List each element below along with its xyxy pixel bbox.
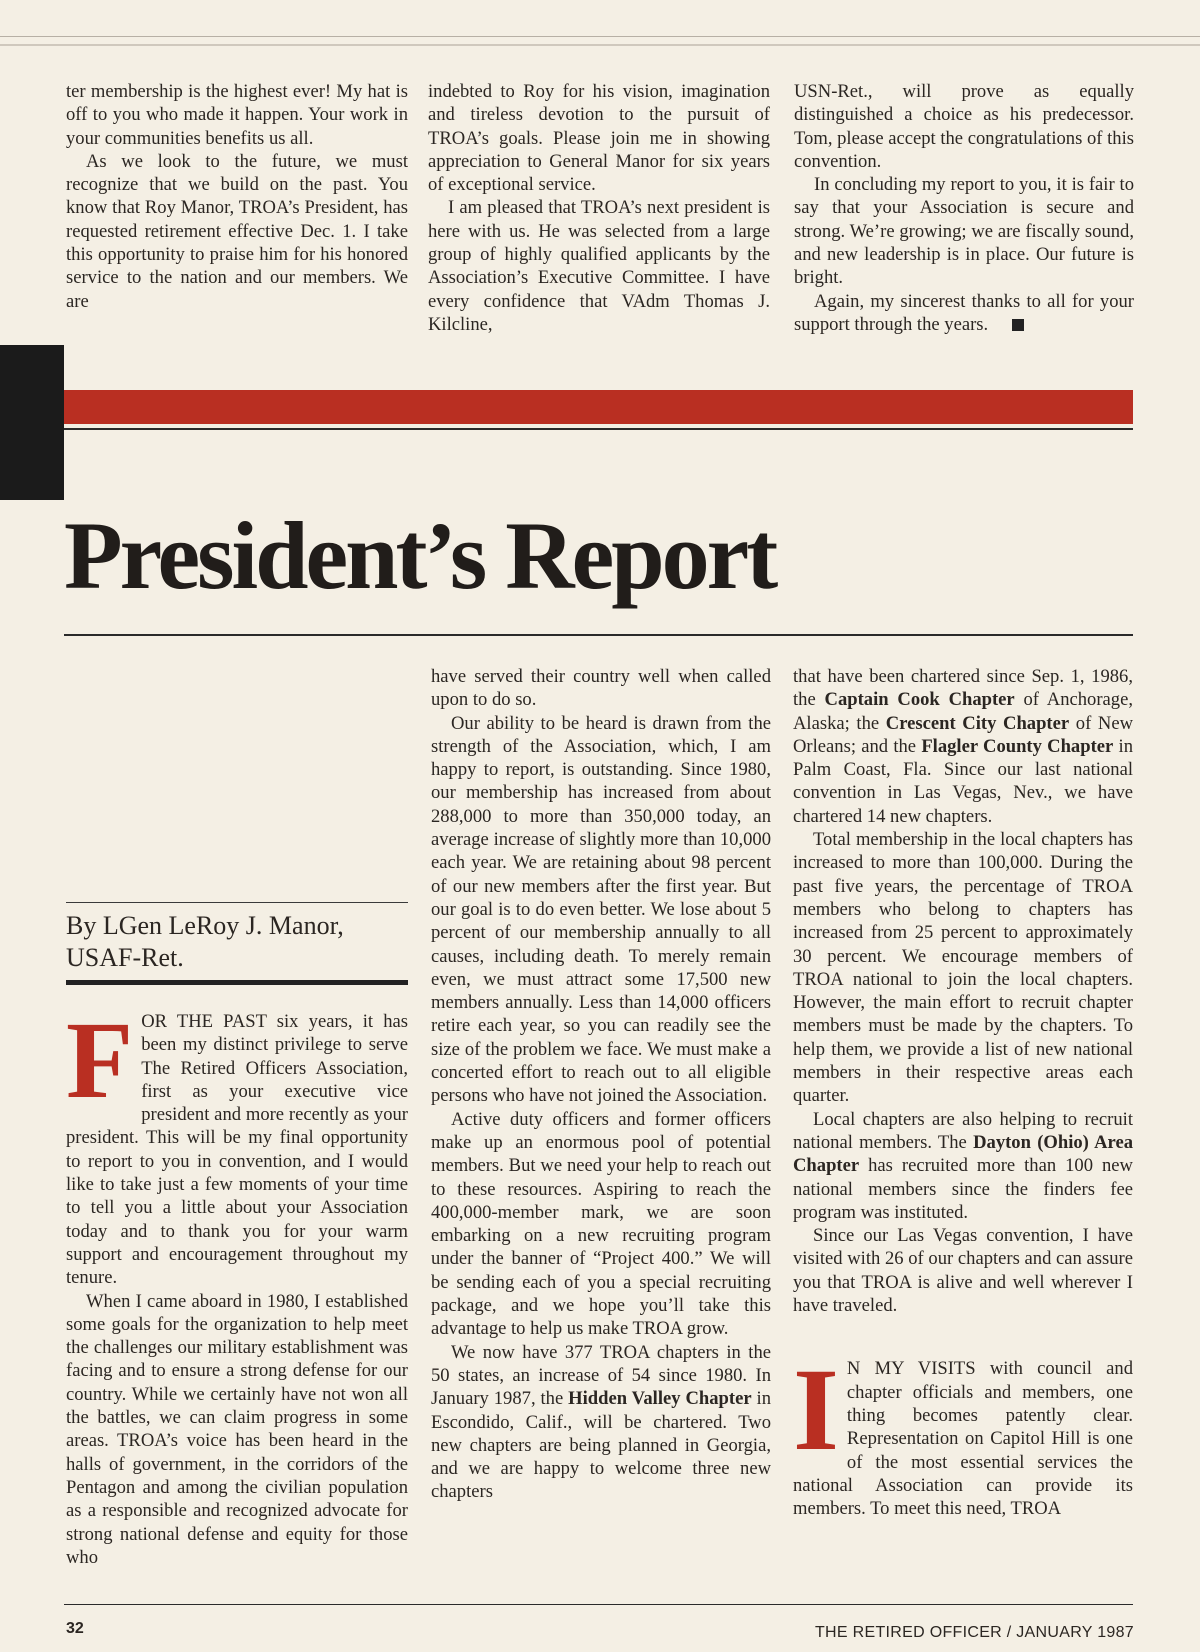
paragraph: When I came aboard in 1980, I established some goals for the organization to help meet the challenges our military establishment was facing and to ensure a strong defense for our country. While we certainly have not won all the battles, we can claim progress in some areas. TROA’s voice has been heard in the halls of government, in the corridors of the Pentagon and among the civilian population as a responsible and recognized advocate for strong national defense and equity for those who [66, 1290, 408, 1568]
page-title: President’s Report [64, 502, 776, 609]
red-banner-bar [64, 390, 1133, 424]
text-run: in Palm Coast, Fla. Since our last national convention in Las Vegas, Nev., we have chartered 14 new chapters. [793, 735, 1133, 827]
text-run: Local chapters are also helping to recruit national members. The [793, 1108, 1133, 1153]
paragraph: have served their country well when called upon to do so. [431, 666, 771, 711]
paragraph: Since our Las Vegas convention, I have visited with 26 of our chapters and can assure you that TROA is alive and well wherever I have traveled. [793, 1225, 1133, 1317]
chapter-name: Crescent City Chapter [885, 712, 1070, 734]
footer-rule [64, 1604, 1133, 1605]
drop-cap: I [793, 1344, 839, 1476]
paragraph: USN-Ret., will prove as equally distinguished a choice as his predecessor. Tom, please accept the congratulations of this convention. [794, 81, 1134, 172]
paragraph: As we look to the future, we must recognize that we build on the past. You know that Roy Manor, TROA’s President, has requested retirement effective Dec. 1. I take this opportunity to praise him for his honored service to the nation and our members. We are [66, 150, 408, 312]
paragraph: Total membership in the local chapters has increased to more than 100,000. During the past five years, the percentage of TROA members who belong to chapters has increased from 25 percent to approximately 30 percent. We encourage members of TROA national to join the local chapters. However, the main effort to recruit chapter members must be made by the chapters. To help them, we provide a list of new national members in their respective areas each quarter. [793, 829, 1133, 1107]
paragraph: I am pleased that TROA’s next president is here with us. He was selected from a large group of highly qualified applicants by the Association’s Executive Committee. I have every confidence that VAdm Thomas J. Kilcline, [428, 197, 770, 335]
lead-text: OR THE PAST six years, it has been my distinct privilege to serve The Retired Officers Association, first as your executive vice president and more recently as your president. This will be my final opportunity to report to you in convention, and I would like to take just a few moments of your time to tell you a little about your Association today and to thank you for your warm support and encouragement throughout my tenure. [66, 1011, 408, 1289]
article-column-2 [431, 665, 771, 1504]
paragraph [431, 1341, 771, 1504]
title-rule [64, 634, 1133, 636]
paragraph: Active duty officers and former officers make up an enormous pool of potential members. But we need your help to reach out to these resources. Aspiring to reach the 400,000-member mark, we are soon embarking on a new recruiting program under the banner of “Project 400.” We will be sending each of you a special recruiting package, and we hope you’ll take this advantage to help us make TROA grow. [431, 1108, 771, 1340]
top-column-3 [794, 80, 1134, 336]
paragraph [793, 665, 1133, 828]
lead-paragraph [66, 999, 408, 1290]
paragraph-closing [794, 290, 1134, 337]
article-column-3 [793, 665, 1133, 1520]
chapter-name: Dayton (Ohio) Area Chapter [793, 1131, 1134, 1177]
paragraph: In concluding my report to you, it is fair to say that your Association is secure and strong. We’re growing; we are fiscally sound, and new leadership is in place. Our future is bright. [794, 174, 1134, 289]
chapter-name: Captain Cook Chapter [824, 689, 1015, 711]
drop-cap: F [66, 999, 134, 1121]
page-number: 32 [66, 1620, 84, 1637]
lead-text: N MY VISITS with council and chapter officials and members, one thing becomes patently clear. Representation on Capitol Hill is one of the most essential services the national Association can provide its members. To meet this need, TROA [793, 1358, 1133, 1520]
divider [64, 428, 1133, 430]
section-tab [0, 345, 64, 500]
paragraph: Our ability to be heard is drawn from the strength of the Association, which, I am happy to report, is outstanding. Since 1980, our membership has increased from about 288,000 to more than 350,000 today, an average increase of slightly more than 10,000 each year. We are retaining about 98 percent of our new members after the first year. But our goal is to do even better. We lose about 5 percent of our membership annually to all causes, including death. To merely remain even, we must attract some 17,500 new members annually. Less than 14,000 officers retire each year, so you can readily see the size of the problem we face. We must make a concerted effort to reach out to all eligible persons who have not joined the Association. [431, 712, 771, 1107]
top-column-1 [66, 80, 408, 313]
text-run: of New Orleans; and the [793, 712, 1134, 757]
top-rule [0, 36, 1200, 37]
top-rule-secondary [0, 44, 1200, 46]
paragraph: ter membership is the highest ever! My hat is off to you who made it happen. Your work in your communities benefits us all. [66, 81, 408, 149]
chapter-name: Flagler County Chapter [921, 735, 1114, 757]
text-run: that have been chartered since Sep. 1, 1986, the [793, 666, 1133, 711]
top-column-2 [428, 80, 770, 336]
closing-text: Again, my sincerest thanks to all for your support through the years. [794, 290, 1134, 335]
article-column-1 [66, 999, 408, 1569]
text-run: has recruited more than 100 new national members since the finders fee program was instituted. [793, 1155, 1133, 1223]
text-run: in Escondido, Calif., will be chartered. Two new chapters are being planned in Georgia, and we are happy to welcome three new chapters [431, 1388, 771, 1503]
paragraph: indebted to Roy for his vision, imagination and tireless devotion to the pursuit of TROA’s goals. Please join me in showing appreciation to General Manor for six years of exceptional service. [428, 81, 770, 196]
chapter-name: Hidden Valley Chapter [568, 1388, 752, 1410]
paragraph [793, 1108, 1133, 1224]
text-run: We now have 377 TROA chapters in the 50 states, an increase of 54 since 1980. In January 1987, the [431, 1341, 771, 1410]
byline: By LGen LeRoy J. Manor, USAF-Ret. [66, 911, 344, 972]
publication-footer: THE RETIRED OFFICER / JANUARY 1987 [814, 1624, 1134, 1641]
end-mark-icon [1012, 319, 1024, 331]
byline-rule-top [66, 902, 408, 903]
text-run: of Anchorage, Alaska; the [793, 689, 1133, 734]
section-lead-paragraph [793, 1344, 1133, 1520]
byline-rule-bottom [66, 980, 408, 985]
